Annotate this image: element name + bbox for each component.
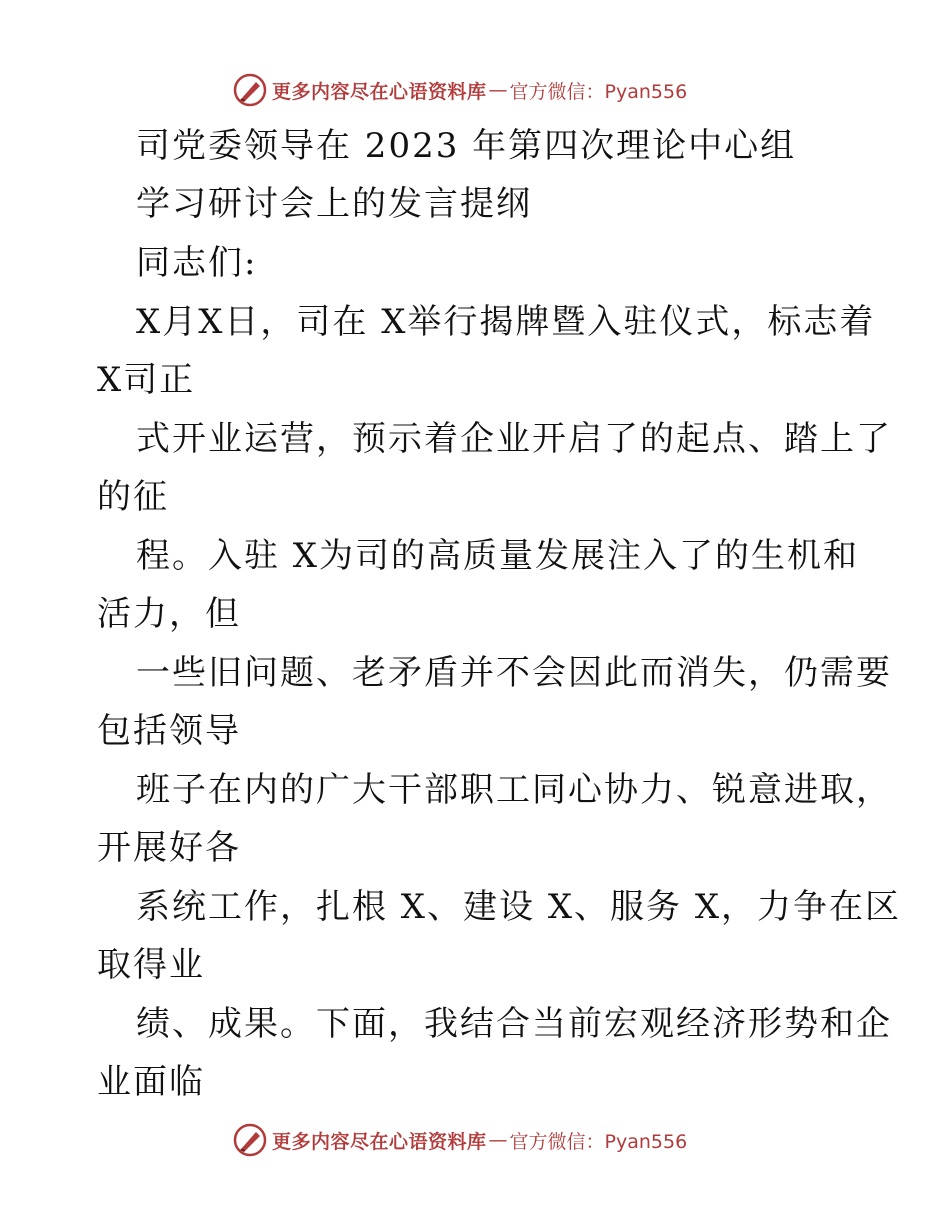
- paragraph-line: X司正: [97, 360, 196, 400]
- paragraph-line: 程。入驻 X为司的高质量发展注入了的生机和: [136, 536, 860, 576]
- paragraph-line: 开展好各: [97, 828, 241, 868]
- header-watermark: [232, 70, 687, 110]
- watermark-wechat: 官方微信：Pyan556: [509, 1130, 688, 1153]
- pen-logo-icon: [232, 72, 268, 108]
- paragraph-line: X月X日，司在 X举行揭牌暨入驻仪式，标志着: [136, 302, 876, 342]
- watermark-dash: —: [488, 79, 508, 101]
- salutation: 同志们:: [136, 243, 258, 283]
- pen-logo-icon: [232, 1122, 268, 1158]
- paragraph-line: 绩、成果。下面，我结合当前宏观经济形势和企: [136, 1004, 892, 1044]
- document-title-line-2: 学习研讨会上的发言提纲: [136, 184, 532, 224]
- paragraph-line: 一些旧问题、老矛盾并不会因此而消失，仍需要: [136, 653, 892, 693]
- watermark-dash: —: [488, 1129, 508, 1151]
- paragraph-line: 取得业: [97, 945, 205, 985]
- paragraph-line: 式开业运营，预示着企业开启了的起点、踏上了: [136, 419, 892, 459]
- watermark-text: 更多内容尽在心语资料库: [272, 80, 487, 103]
- footer-watermark: [232, 1120, 687, 1160]
- paragraph-line: 活力，但: [97, 594, 241, 634]
- paragraph-line: 班子在内的广大干部职工同心协力、锐意进取，: [136, 770, 892, 810]
- watermark-text: 更多内容尽在心语资料库: [272, 1130, 487, 1153]
- document-title-line-1: 司党委领导在 2023 年第四次理论中心组: [136, 126, 797, 166]
- watermark-wechat: 官方微信：Pyan556: [509, 80, 688, 103]
- paragraph-line: 系统工作，扎根 X、建设 X、服务 X，力争在区: [136, 887, 902, 927]
- paragraph-line: 业面临: [97, 1062, 205, 1102]
- paragraph-line: 的征: [97, 477, 169, 517]
- paragraph-line: 包括领导: [97, 711, 241, 751]
